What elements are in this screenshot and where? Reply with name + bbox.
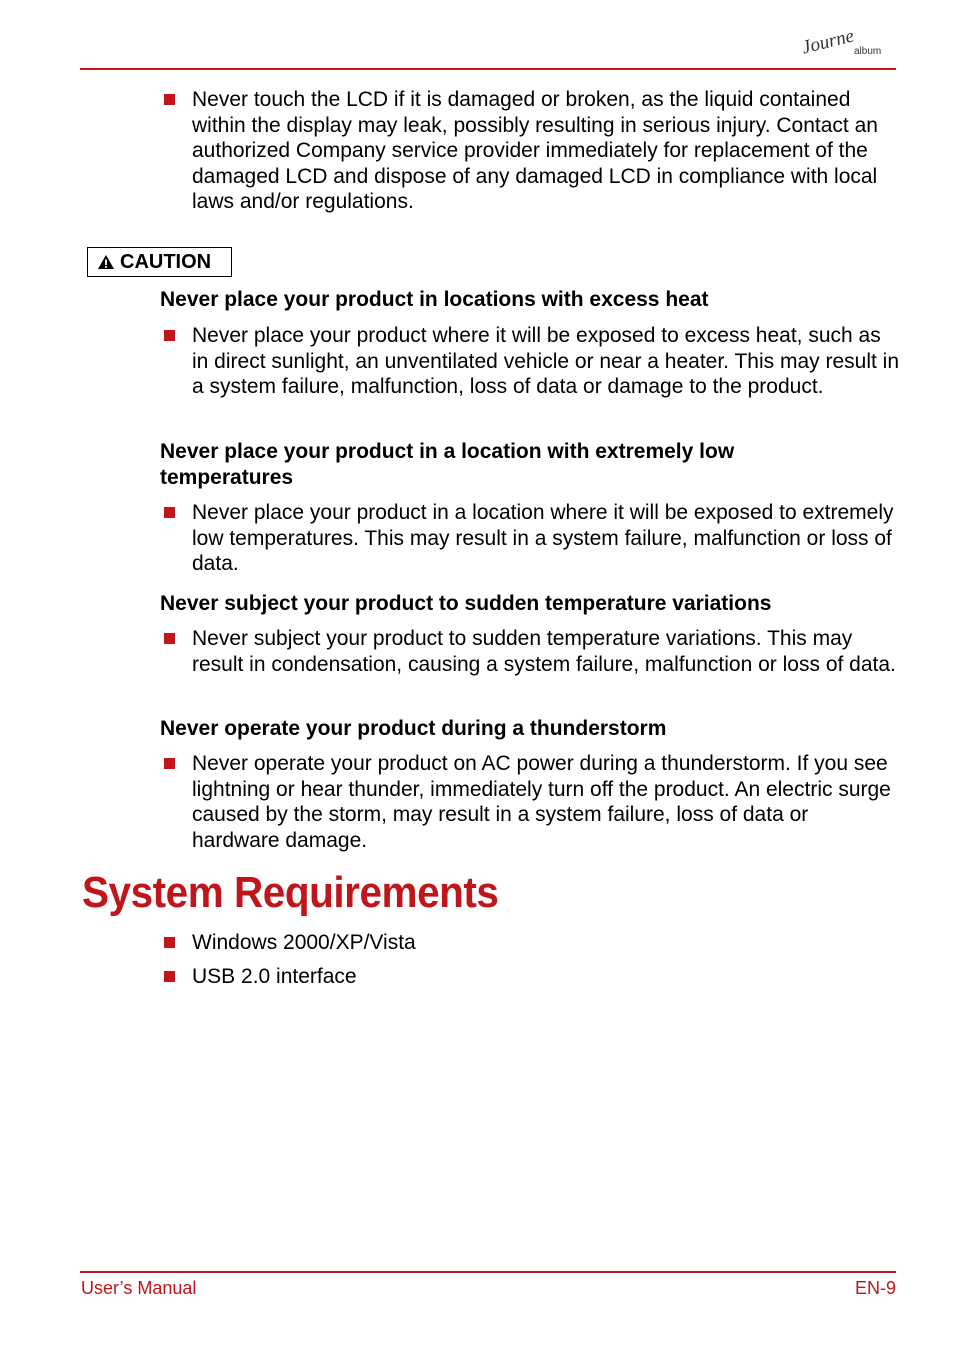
list-item-text: Never place your product where it will be exposed to excess heat, such as in direct sunlight, an unventilated vehicle or near a heater. This may result in a system failure, malfunction, loss of data or damage to the product. [192, 324, 900, 399]
list-item [160, 626, 900, 677]
footer-manual-label: User’s Manual [81, 1278, 197, 1298]
list-item [160, 500, 900, 577]
bullet-square-icon [164, 507, 175, 518]
caution-label: CAUTION [120, 250, 212, 273]
page-number: EN-9 [854, 1278, 896, 1298]
caution-badge [87, 247, 232, 277]
list-item-text: Never touch the LCD if it is damaged or broken, as the liquid contained within the display may leak, possibly resulting in serious injury. Contact an authorized Company service provider immediately for replacement of the damaged LCD and dispose of any damaged LCD in compliance with local laws and/or regulations. [192, 88, 878, 214]
list-item [160, 87, 900, 215]
bullet-square-icon [164, 937, 175, 948]
list-item [160, 323, 900, 400]
list-item-text: USB 2.0 interface [192, 965, 357, 988]
journe-album-logo [796, 22, 896, 62]
header-rule [80, 68, 896, 70]
bullet-square-icon [164, 633, 175, 644]
list-item-text: Never place your product in a location where it will be exposed to extremely low temperatures. This may result in a system failure, malfunction or loss of data. [192, 501, 894, 576]
footer-rule [80, 1271, 896, 1273]
subheading: Never subject your product to sudden temperature variations [160, 592, 772, 615]
list-item-text: Never operate your product on AC power during a thunderstorm. If you see lightning or hear thunder, immediately turn off the product. An electric surge caused by the storm, may result in a system failure, loss of data or hardware damage. [192, 752, 891, 852]
list-item-text: Never subject your product to sudden temperature variations. This may result in condensation, causing a system failure, malfunction or loss of data. [192, 627, 896, 676]
bullet-square-icon [164, 330, 175, 341]
list-item [160, 964, 900, 990]
section-title: System Requirements [82, 868, 499, 917]
bullet-square-icon [164, 971, 175, 982]
subheading: Never operate your product during a thunderstorm [160, 717, 667, 740]
logo-sub-text: album [854, 46, 882, 57]
bullet-square-icon [164, 94, 175, 105]
list-item [160, 930, 900, 956]
list-item-text: Windows 2000/XP/Vista [192, 931, 416, 954]
warning-triangle-icon [97, 254, 115, 270]
logo-script-text: Journe [799, 25, 857, 59]
subheading: Never place your product in locations with excess heat [160, 288, 709, 311]
bullet-square-icon [164, 758, 175, 769]
list-item [160, 751, 900, 853]
subheading: Never place your product in a location with extremely low temperatures [160, 440, 735, 489]
